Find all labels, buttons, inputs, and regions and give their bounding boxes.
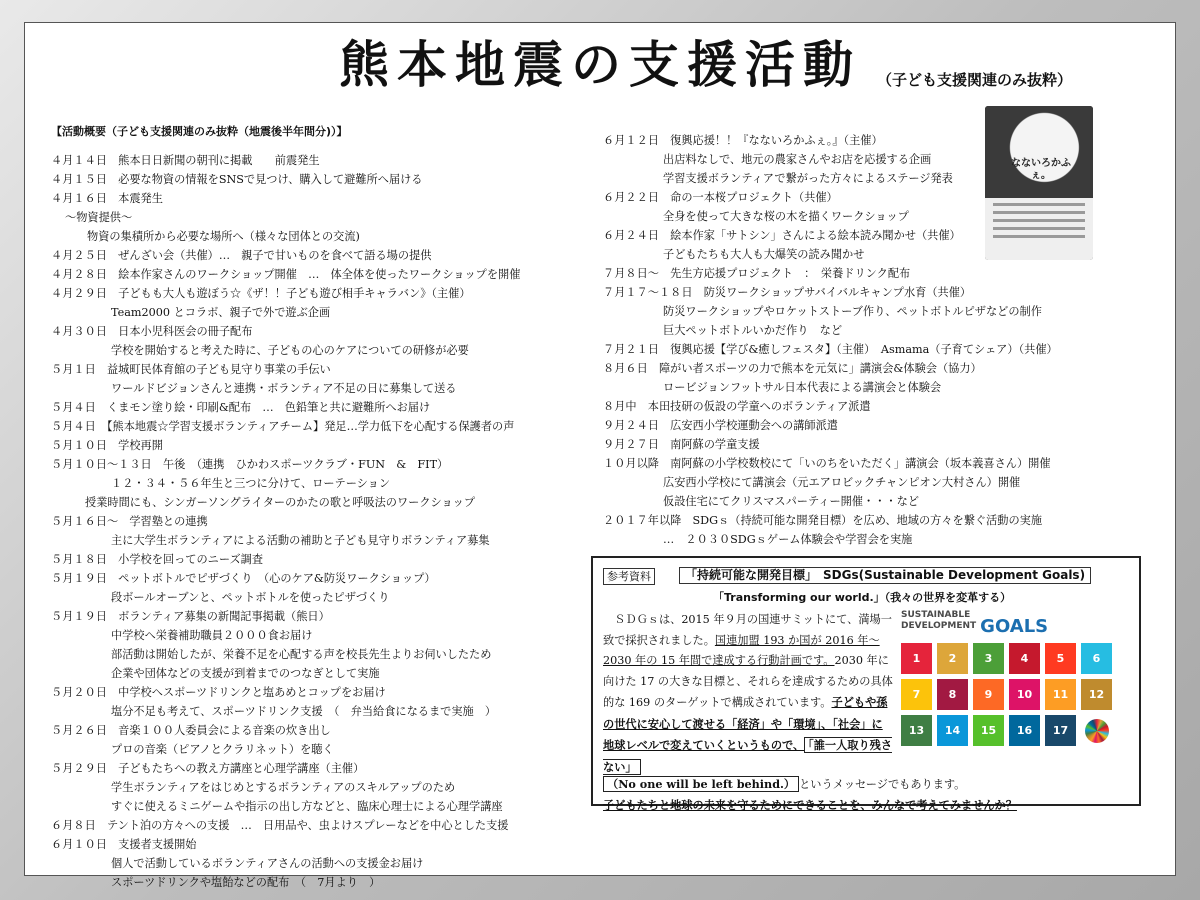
reference-body-1: ＳＤＧｓは、2015 年９月の国連サミットにて、満場一致で採択されました。 xyxy=(603,613,892,647)
reference-tail-1: というメッセージでもあります。 xyxy=(799,778,966,791)
sdg-goal-tile: 13 xyxy=(901,715,932,746)
sdg-goal-tile: 17 xyxy=(1045,715,1076,746)
poster-illustration xyxy=(985,106,1093,198)
activity-line: 防災ワークショップやロケットストーブ作り、ペットボトルピザなどの制作 xyxy=(663,305,1042,318)
poster-title: なないろかふぇ。 xyxy=(1011,158,1071,181)
sdg-goal-tile: 15 xyxy=(973,715,1004,746)
activity-line: ５月１９日 ボランティア募集の新聞記事掲載（熊日） xyxy=(51,610,330,623)
reference-body-underlined: 国連加盟 193 か国が 2016 年～2030 年の 15 年間で達成する行動計画です。 xyxy=(603,633,880,667)
sdgs-logo-word: GOALS xyxy=(980,616,1049,637)
activity-line: ６月１０日 支援者支援開始 xyxy=(51,838,197,851)
activity-line: 段ボールオーブンと、ペットボトルを使ったピザづくり xyxy=(111,591,390,604)
activity-line: すぐに使えるミニゲームや指示の出し方などと、臨床心理士による心理学講座 xyxy=(111,800,503,813)
reference-title: 「持続可能な開発目標」 SDGs(Sustainable Development Goals) xyxy=(679,567,1091,584)
activity-line: ８月６日 障がい者スポーツの力で熊本を元気に」講演会&体験会（協力） xyxy=(603,362,982,375)
reference-label: 参考資料 xyxy=(603,568,655,585)
activity-line: 部活動は開始したが、栄養不足を心配する声を校長先生よりお伺いしたため xyxy=(111,648,492,661)
activity-line: ６月２２日 命の一本桜プロジェクト（共催） xyxy=(603,191,838,204)
page-title: 熊本地震の支援活動 xyxy=(339,36,861,94)
activity-line: ４月２８日 絵本作家さんのワークショップ開催 … 体全体を使ったワークショップを開催 xyxy=(51,268,521,281)
activity-line: ５月１８日 小学校を回ってのニーズ調査 xyxy=(51,553,264,566)
activity-line: ７月１７～１８日 防災ワークショップサバイバルキャンプ水育（共催） xyxy=(603,286,972,299)
reference-body xyxy=(603,610,893,778)
activity-line: ４月３０日 日本小児科医会の冊子配布 xyxy=(51,325,253,338)
activity-line: ４月２５日 ぜんざい会（共催）… 親子で甘いものを食べて語る場の提供 xyxy=(51,249,432,262)
activity-line: ４月１４日 熊本日日新聞の朝刊に掲載 前震発生 xyxy=(51,154,320,167)
activity-line: ５月１日 益城町民体育館の子ども見守り事業の手伝い xyxy=(51,363,331,376)
activity-line: 全身を使って大きな桜の木を描くワークショップ xyxy=(663,210,909,223)
activity-line: ロービジョンフットサル日本代表による講演会と体験会 xyxy=(663,381,942,394)
activity-line: 広安西小学校にて講演会（元エアロビックチャンピオン大村さん）開催 xyxy=(663,476,1021,489)
sdg-goal-tile: 4 xyxy=(1009,643,1040,674)
activity-line: ５月４日 くまモン塗り絵・印刷&配布 … 色鉛筆と共に避難所へお届け xyxy=(51,401,431,414)
reference-subtitle: 「Transforming our world.」（我々の世界を変革する） xyxy=(713,591,1012,604)
activity-line: ９月２４日 広安西小学校運動会への講師派遣 xyxy=(603,419,838,432)
activity-line: ５月１９日 ペットボトルでピザづくり （心のケア&防災ワークショップ） xyxy=(51,572,436,585)
sdg-goal-tile: 16 xyxy=(1009,715,1040,746)
page-subtitle: （子ども支援関連のみ抜粋） xyxy=(877,71,1073,89)
activity-line: ６月８日 テント泊の方々への支援 … 日用品や、虫よけスプレーなどを中心とした支援 xyxy=(51,819,509,832)
activity-line: 企業や団体などの支援が到着までのつなぎとして実施 xyxy=(111,667,380,680)
activity-line: ～物資提供～ xyxy=(65,211,133,224)
activity-line: プロの音楽（ピアノとクラリネット）を聴く xyxy=(111,743,334,756)
reference-body-boxed: 「誰一人取り残さない」 xyxy=(603,738,893,774)
activity-line: ４月２９日 子どもも大人も遊ぼう☆《ザ！！子ども遊び相手キャラバン》（主催） xyxy=(51,287,471,300)
activity-line: ５月２６日 音楽１００人委員会による音楽の炊き出し xyxy=(51,724,331,737)
sdg-goal-tile: 1 xyxy=(901,643,932,674)
sdg-goal-tile: 11 xyxy=(1045,679,1076,710)
activity-line: ２０１７年以降 SDGｓ（持続可能な開発目標）を広め、地域の方々を繋ぐ活動の実施 xyxy=(603,514,1043,527)
activity-line: 個人で活動しているボランティアさんの活動への支援金お届け xyxy=(111,857,424,870)
sdg-goal-tile: 9 xyxy=(973,679,1004,710)
poster-details xyxy=(985,198,1093,260)
activity-line: 主に大学生ボランティアによる活動の補助と子ども見守りボランティア募集 xyxy=(111,534,490,547)
sdgs-goal-grid xyxy=(901,643,1133,746)
activity-line: ５月２９日 子どもたちへの教え方講座と心理学講座（主催） xyxy=(51,762,365,775)
sdgs-logo xyxy=(901,610,1133,637)
activity-line: 巨大ペットボトルいかだ作り など xyxy=(663,324,843,337)
activity-line: ８月中 本田技研の仮設の学童へのボランティア派遣 xyxy=(603,400,871,413)
activity-line: 塩分不足も考えて、スポーツドリンク支援 （ 弁当給食になるまで実施 ） xyxy=(111,705,497,718)
activity-line: ４月１６日 本震発生 xyxy=(51,192,163,205)
overview-heading: 【活動概要（子ども支援関連のみ抜粋（地震後半年間分)）】 xyxy=(51,125,348,138)
sdg-goal-tile: 10 xyxy=(1009,679,1040,710)
activity-line: ６月２４日 絵本作家「サトシン」さんによる絵本読み聞かせ（共催） xyxy=(603,229,961,242)
activity-line: スポーツドリンクや塩飴などの配布 （ 7月より ） xyxy=(111,876,381,889)
sdg-goal-tile: 2 xyxy=(937,643,968,674)
activity-line: 子どもたちも大人も大爆笑の読み聞かせ xyxy=(663,248,865,261)
sdgs-wheel-icon xyxy=(1081,715,1112,746)
activity-line: 出店料なしで、地元の農家さんやお店を応援する企画 xyxy=(663,153,932,166)
sdgs-logo-line-1: SUSTAINABLE xyxy=(901,610,971,620)
activity-line: 仮設住宅にてクリスマスパーティー開催・・・など xyxy=(663,495,919,508)
activity-line: 授業時間にも、シンガーソングライターのかたの歌と呼吸法のワークショップ xyxy=(85,496,476,509)
activity-line: １０月以降 南阿蘇の小学校数校にて「いのちをいただく」講演会（坂本義喜さん）開催 xyxy=(603,457,1051,470)
sdg-goal-tile: 8 xyxy=(937,679,968,710)
activity-line: 物資の集積所から必要な場所へ（様々な団体との交流) xyxy=(87,230,360,243)
reference-tail xyxy=(603,774,1133,816)
nanairo-cafe-poster xyxy=(985,106,1093,260)
activity-line: … ２０３０SDGｓゲーム体験会や学習会を実施 xyxy=(663,533,913,546)
activity-line: ６月１２日 復興応援！！『なないろかふぇ。』（主催） xyxy=(603,134,883,147)
sdg-goal-tile: 5 xyxy=(1045,643,1076,674)
activity-line: 中学校へ栄養補助職員２０００食お届け xyxy=(111,629,313,642)
reference-tail-boxed: （No one will be left behind.） xyxy=(603,776,799,792)
activity-list-left xyxy=(51,123,591,892)
activity-line: 学校を開始すると考えた時に、子どもの心のケアについての研修が必要 xyxy=(111,344,469,357)
sdg-goal-tile: 3 xyxy=(973,643,1004,674)
sdg-goal-tile: 12 xyxy=(1081,679,1112,710)
activity-line: 学習支援ボランティアで繋がった方々によるステージ発表 xyxy=(663,172,953,185)
left-lines xyxy=(51,151,591,892)
reference-tail-bold: 子どもたちと地球の未来を守るためにできることを、みんなで考えてみませんか？ xyxy=(603,798,1017,812)
activity-line: ５月１０日～１３日 午後 （連携 ひかわスポーツクラブ・FUN & FIT） xyxy=(51,458,449,471)
sdg-goal-tile: 14 xyxy=(937,715,968,746)
sdg-goal-tile: 7 xyxy=(901,679,932,710)
activity-line: ５月１０日 学校再開 xyxy=(51,439,163,452)
activity-line: 学生ボランティアをはじめとするボランティアのスキルアップのため xyxy=(111,781,456,794)
activity-line: ７月２１日 復興応援【学び&癒しフェスタ】（主催） Asmama（子育てシェア）（共催） xyxy=(603,343,1058,356)
reference-body-2: 2030 年に向けた 17 の大きな目標と、それらを達成するための具体的な 169 のターゲットで構成されています。 xyxy=(603,654,893,709)
activity-line: １２・３４・５６年生と三つに分けて、ローテーション xyxy=(111,477,391,490)
activity-line: ５月２０日 中学校へスポーツドリンクと塩あめとコップをお届け xyxy=(51,686,386,699)
sdg-goal-tile: 6 xyxy=(1081,643,1112,674)
sdgs-reference-box xyxy=(591,556,1141,812)
activity-line: ワールドビジョンさんと連携・ボランティア不足の日に募集して送る xyxy=(111,382,457,395)
sdgs-goals-panel xyxy=(901,610,1133,746)
activity-line: ４月１５日 必要な物資の情報をSNSで見つけ、購入して避難所へ届ける xyxy=(51,173,423,186)
activity-line: ７月８日～ 先生方応援プロジェクト ： 栄養ドリンク配布 xyxy=(603,267,911,280)
sdgs-logo-line-2: DEVELOPMENT xyxy=(901,621,977,631)
activity-line: ５月１６日～ 学習塾との連携 xyxy=(51,515,208,528)
activity-line: ９月２７日 南阿蘇の学童支援 xyxy=(603,438,760,451)
activity-line: Team2000 とコラボ、親子で外で遊ぶ企画 xyxy=(111,306,331,319)
activity-line: ５月４日 【熊本地震☆学習支援ボランティアチーム】発足…学力低下を心配する保護者の声 xyxy=(51,420,515,433)
reference-body-bold: 子どもや孫の世代に安心して渡せる「経済」や「環境」、「社会」に地球レベルで変えていくというもので、 xyxy=(603,695,888,752)
